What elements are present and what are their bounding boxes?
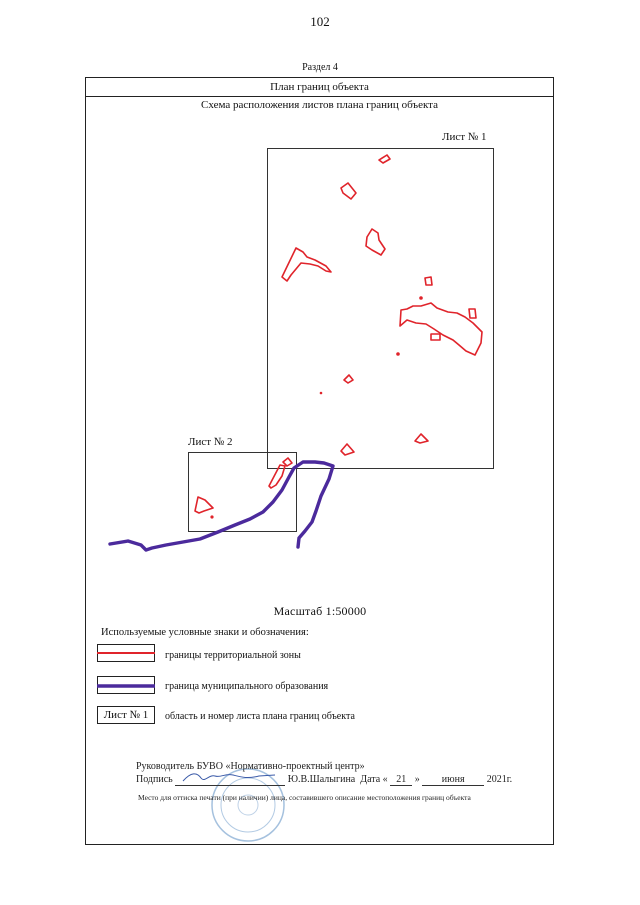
legend-swatch-zone — [97, 644, 155, 662]
signature-field — [175, 774, 285, 786]
date-quote-close: » — [414, 774, 420, 785]
date-day: 21 — [390, 774, 412, 786]
zone-parcel — [415, 434, 428, 443]
zone-parcel — [469, 309, 476, 318]
zone-parcel — [425, 277, 432, 285]
zone-parcel — [341, 444, 354, 455]
zone-points — [210, 296, 422, 518]
zone-parcel — [431, 334, 440, 340]
stamp-place-note: Место для оттиска печати (при наличии) лица, составившего описание местоположения границ объекта — [138, 793, 471, 802]
map-scale: Масштаб 1:50000 — [273, 604, 367, 618]
municipal-boundary — [110, 462, 333, 550]
territorial-zone-boundaries — [195, 155, 482, 513]
zone-parcel — [341, 183, 356, 199]
handwritten-signature — [175, 770, 285, 784]
zone-parcel — [282, 248, 331, 281]
sheet-2-label: Лист № 2 — [188, 436, 233, 448]
date-label: Дата « — [360, 774, 388, 785]
zone-parcel — [379, 155, 390, 163]
zone-parcel — [283, 458, 292, 466]
signature-label: Подпись — [136, 774, 173, 785]
legend-label-municipal: граница муниципального образования — [165, 681, 329, 692]
legend-sheet-sample: Лист № 1 — [97, 706, 155, 724]
scheme-title: Схема расположения листов плана границ объекта — [201, 99, 438, 111]
date-month: июня — [422, 774, 484, 786]
signature-head: Руководитель БУВО «Нормативно-проектный центр» — [136, 761, 365, 772]
date-year: 2021г. — [486, 774, 513, 785]
legend-heading: Используемые условные знаки и обозначения: — [101, 627, 309, 638]
sheet-1-label: Лист № 1 — [442, 131, 487, 143]
page-number: 102 — [310, 14, 330, 29]
legend-label-zone: границы территориальной зоны — [165, 650, 301, 661]
zone-parcel — [366, 229, 385, 255]
zone-parcel — [344, 375, 353, 383]
signature-line — [136, 774, 512, 786]
legend-swatch-municipal — [97, 676, 155, 694]
signer-name: Ю.В.Шалыгина — [287, 774, 356, 785]
zone-parcel — [269, 465, 285, 488]
page-title: План границ объекта — [86, 78, 553, 97]
legend-label-sheet: область и номер листа плана границ объекта — [165, 711, 355, 722]
zone-parcel — [195, 497, 213, 513]
section-label: Раздел 4 — [302, 62, 338, 73]
